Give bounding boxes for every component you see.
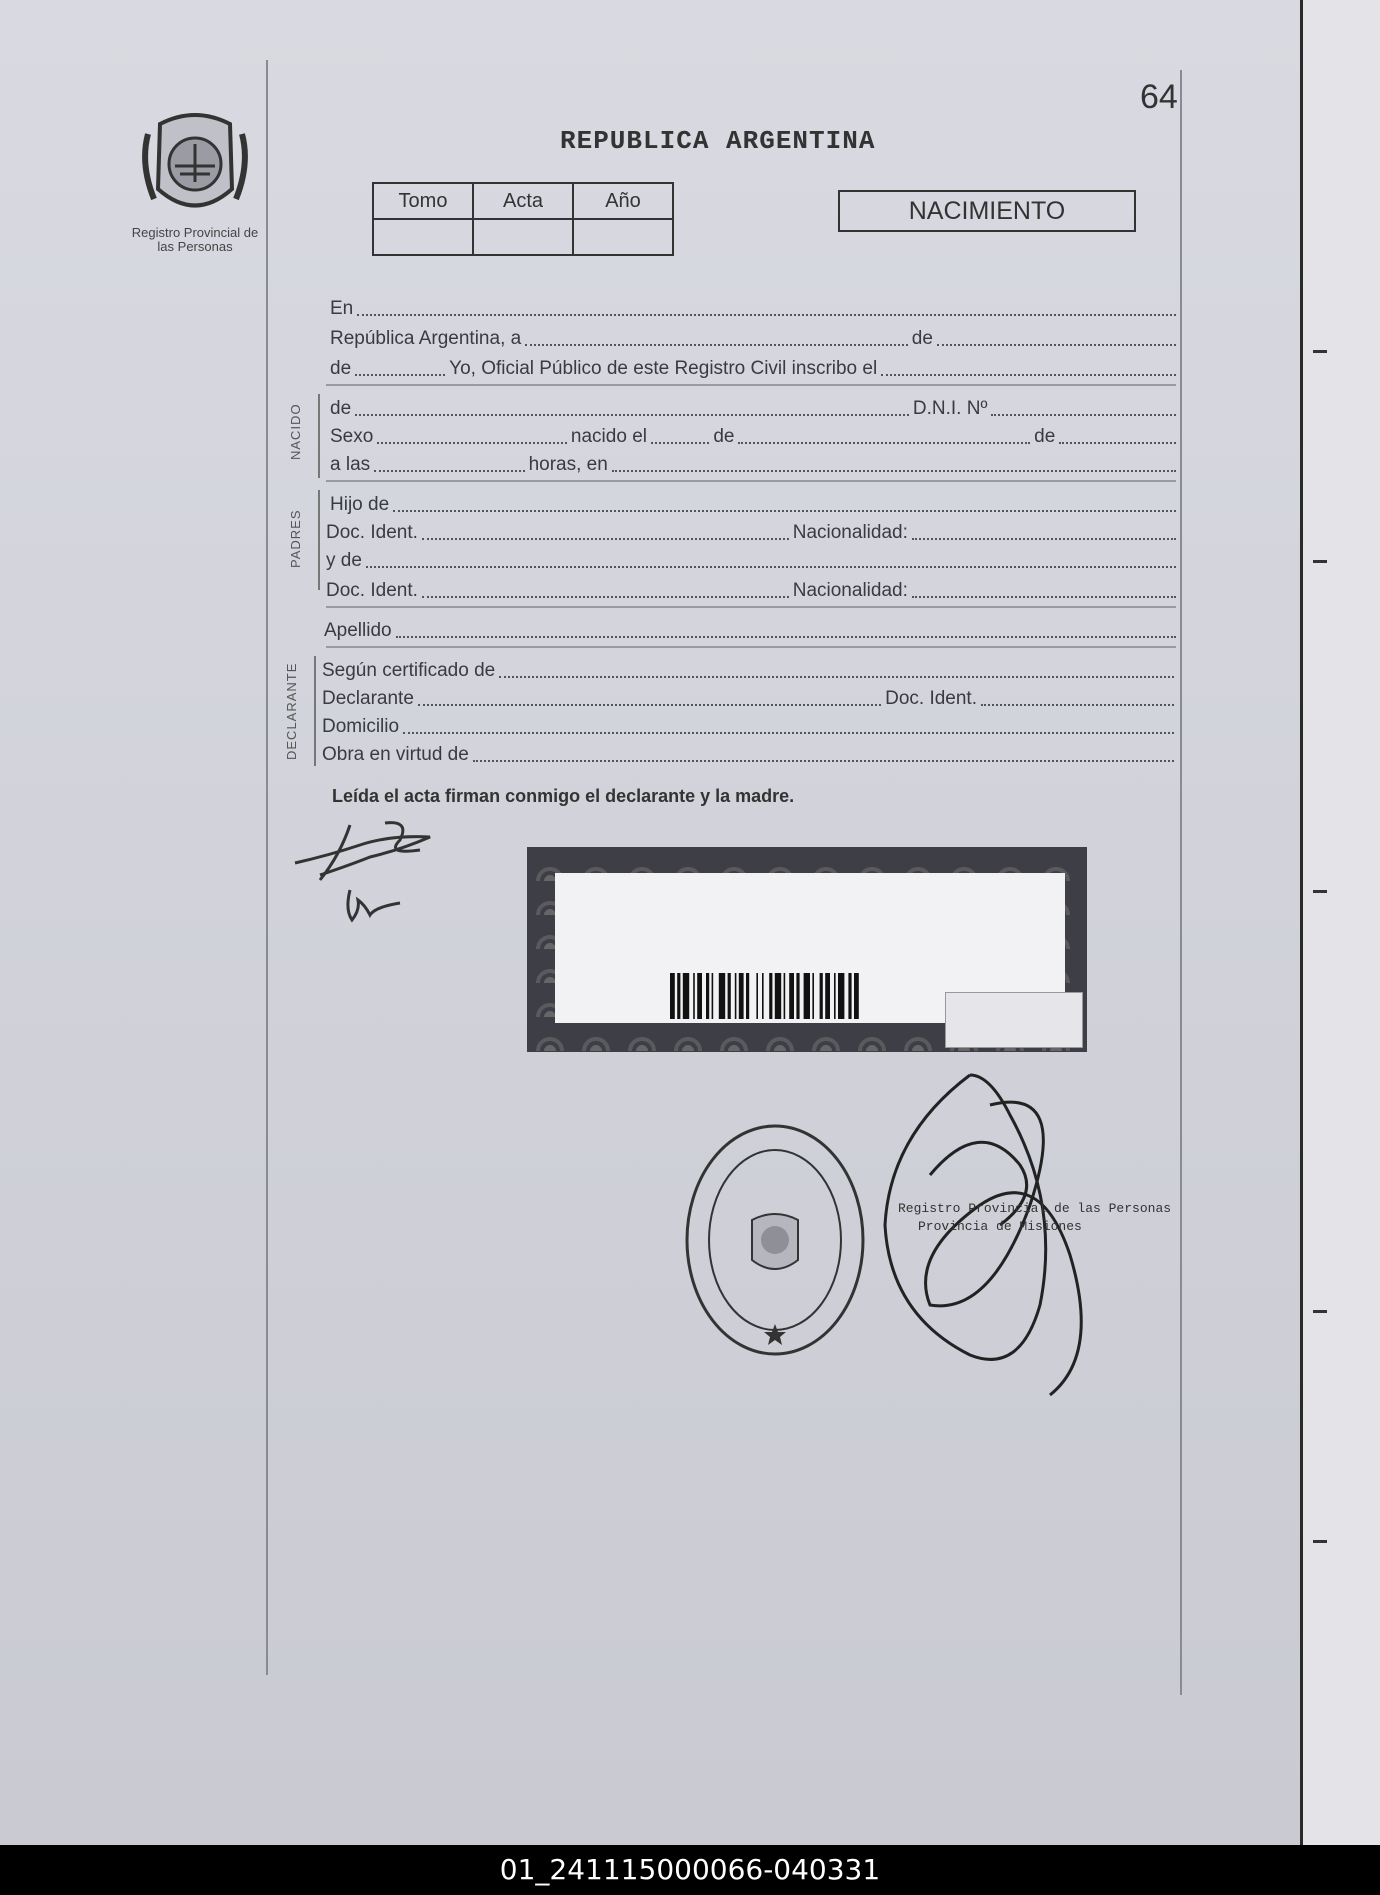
date-row — [330, 320, 1180, 350]
birth-day-field — [651, 422, 709, 444]
birth-year-field — [1059, 422, 1176, 444]
father-doc-row — [326, 514, 1180, 544]
section-divider — [326, 384, 1176, 386]
padres-bar — [318, 490, 320, 590]
address-field — [403, 712, 1174, 734]
mother-doc-field — [422, 576, 789, 598]
declarant-doc-label: Doc. Ident. — [885, 688, 977, 709]
father-name-field — [393, 490, 1176, 512]
dni-label: D.N.I. Nº — [912, 398, 988, 419]
strip-mark — [1313, 890, 1327, 893]
place-row — [330, 290, 1180, 320]
mother-doc-row — [326, 572, 1180, 602]
record-type-box: NACIMIENTO — [838, 190, 1136, 232]
sex-birth-row — [330, 418, 1180, 448]
official-block — [898, 1200, 1171, 1236]
declarant-label: Declarante — [322, 688, 414, 709]
declarant-signature-icon — [290, 815, 460, 935]
capacity-row — [322, 736, 1178, 766]
barcode-bar — [756, 973, 758, 1019]
id-number-label — [527, 847, 1087, 1052]
strip-mark — [1313, 350, 1327, 353]
time-label: a las — [330, 454, 371, 475]
father-nationality-label: Nacionalidad: — [792, 522, 908, 543]
father-nationality-field — [912, 518, 1176, 540]
surname-label: Apellido — [324, 620, 392, 641]
time-field — [374, 450, 524, 472]
mother-name-field — [366, 546, 1176, 568]
barcode-bar — [812, 973, 814, 1019]
serial-number — [945, 992, 1083, 1048]
oficial-text: Yo, Oficial Público de este Registro Civil inscribo el — [449, 358, 878, 379]
province-seal-icon — [140, 104, 250, 224]
official-office-1: Registro Provincial de las Personas — [898, 1201, 1172, 1216]
name-label: de — [330, 398, 352, 419]
barcode-bar — [719, 973, 725, 1019]
name-field — [355, 394, 909, 416]
mother-label: y de — [326, 550, 362, 571]
strip-mark — [1313, 1540, 1327, 1543]
register-value-anio — [573, 219, 673, 255]
strip-mark — [1313, 1310, 1327, 1313]
address-label: Domicilio — [322, 716, 400, 737]
republic-label: República Argentina, a — [330, 328, 522, 349]
father-label: Hijo de — [330, 494, 390, 515]
adjacent-page-edge — [1300, 0, 1380, 1845]
register-header-acta: Acta — [473, 183, 573, 219]
record-kind-field — [881, 354, 1176, 376]
birthplace-field — [612, 450, 1176, 472]
cert-label: Según certificado de — [322, 660, 496, 681]
surname-field — [396, 616, 1176, 638]
barcode-bar — [834, 973, 836, 1019]
barcode-bar — [762, 973, 764, 1019]
barcode-bar — [728, 973, 731, 1019]
cert-field — [499, 656, 1174, 678]
barcode-bar — [683, 973, 689, 1019]
time-place-row — [330, 446, 1180, 476]
father-doc-field — [422, 518, 789, 540]
page-number: 64 — [1140, 78, 1178, 116]
declarante-side-label: DECLARANTE — [284, 662, 299, 760]
strip-mark — [1313, 560, 1327, 563]
register-table — [372, 182, 674, 256]
year-prefix-label: de — [330, 358, 352, 379]
mother-nationality-field — [912, 576, 1176, 598]
declarante-bar — [314, 656, 316, 766]
barcode-bar — [775, 973, 781, 1019]
surname-row — [324, 612, 1180, 642]
registry-caption: Registro Provincial de las Personas — [131, 225, 259, 254]
right-margin-rule — [1180, 70, 1182, 1695]
nacido-side-label: NACIDO — [288, 403, 303, 460]
name-row — [330, 390, 1180, 420]
section-divider — [326, 646, 1176, 648]
declarant-name-field — [418, 684, 881, 706]
register-header-anio: Año — [573, 183, 673, 219]
barcode-bar — [746, 973, 749, 1019]
register-value-tomo — [373, 219, 473, 255]
address-row — [322, 708, 1178, 738]
barcode-bar — [670, 973, 675, 1019]
barcode-bar — [825, 973, 830, 1019]
official-office-2: Provincia de Misiones — [918, 1219, 1082, 1234]
barcode-bar — [735, 973, 737, 1019]
dni-field — [991, 394, 1176, 416]
capacity-field — [473, 740, 1174, 762]
scan-file-id: 01_241115000066-040331 — [0, 1845, 1380, 1895]
delegation-stamp-icon — [680, 1120, 870, 1360]
register-value-acta — [473, 219, 573, 255]
sex-label: Sexo — [330, 426, 374, 447]
barcode-bar — [838, 973, 844, 1019]
barcode-bar — [784, 973, 786, 1019]
registration-row — [330, 350, 1180, 380]
father-doc-label: Doc. Ident. — [326, 522, 418, 543]
sex-field — [377, 422, 567, 444]
declarant-doc-field — [981, 684, 1174, 706]
place-label: En — [330, 298, 354, 319]
barcode-bar — [677, 973, 680, 1019]
certificate-row — [322, 652, 1178, 682]
month-field — [937, 324, 1176, 346]
birth-month-prefix: de — [713, 426, 735, 447]
birth-month-field — [738, 422, 1030, 444]
barcode-bar — [820, 973, 823, 1019]
born-label: nacido el — [570, 426, 647, 447]
year-field — [355, 354, 445, 376]
barcode-bar — [854, 973, 859, 1019]
barcode-bar — [706, 973, 709, 1019]
barcode-bar — [769, 973, 772, 1019]
nacido-bar — [318, 394, 320, 478]
capacity-label: Obra en virtud de — [322, 744, 469, 765]
barcode-bar — [848, 973, 851, 1019]
place-field — [357, 294, 1176, 316]
declarant-row — [322, 680, 1178, 710]
barcode-bar — [697, 973, 702, 1019]
left-margin-rule — [266, 60, 268, 1675]
barcode-bar — [693, 973, 695, 1019]
barcode-bar — [789, 973, 794, 1019]
register-header-tomo: Tomo — [373, 183, 473, 219]
mother-row — [326, 542, 1180, 572]
section-divider — [326, 480, 1176, 482]
closing-statement: Leída el acta firman conmigo el declarante y la madre. — [332, 786, 795, 806]
mother-nationality-label: Nacionalidad: — [792, 580, 908, 601]
padres-side-label: PADRES — [288, 509, 303, 568]
barcode-bar — [804, 973, 810, 1019]
mother-doc-label: Doc. Ident. — [326, 580, 418, 601]
father-row — [330, 486, 1180, 516]
barcode-bar — [739, 973, 744, 1019]
barcode-bar — [796, 973, 799, 1019]
document-title: REPUBLICA ARGENTINA — [560, 126, 876, 156]
birth-year-prefix: de — [1034, 426, 1056, 447]
barcode-bar — [712, 973, 714, 1019]
section-divider — [326, 606, 1176, 608]
hours-label: horas, en — [528, 454, 608, 475]
month-prefix-label: de — [911, 328, 933, 349]
day-field — [525, 324, 908, 346]
